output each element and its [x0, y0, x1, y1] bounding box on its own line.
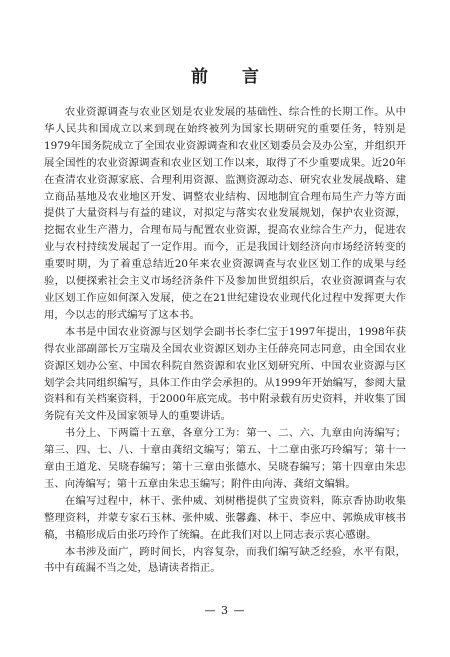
paragraph: 本书是中国农业资源与区划学会副书长李仁宝于1997年提出，1998年获得农业部副部长万宝瑞及全国农业资源区划办主任薛亮同志同意，由全国农业资源区划办公室、中国农科院自然资源和农业区划研究所、中国农业资源与区划学会共同组织编写，具体工作由学会承担的。从1999年开始编写，参阅大量资料和有关档案资料，于2000年底完成。书中附录载有历史资料，并收集了国务院有关文件及国家领导人的重要讲话。	[44, 325, 406, 423]
page-title: 前 言	[191, 67, 273, 87]
paragraph: 本书涉及面广，跨时间长，内容复杂，而我们编写缺乏经验，水平有限，书中有疏漏不当之处，恳请读者指正。	[44, 545, 406, 575]
paragraph: 书分上、下两篇十五章，各章分工为：第一、二、六、九章由向涛编写；第三、四、七、八、十章由龚绍文编写；第五、十二章由张巧玲编写；第十一章由王道龙、吴晓春编写；第十三章由张德水、吴晓春编写；第十四章由朱忠玉、向涛编写；第十五章由朱忠玉编写；附件由向涛、龚绍文编辑。	[44, 427, 406, 490]
paragraph: 在编写过程中，林干、张仲威、刘树楷提供了宝贵资料，陈京香协助收集整理资料，并蒙专家石玉林、张仲威、张馨鑫、林干、李应中、郭焕成审核书稿，书稿形成后由张巧玲作了统编。在此我们对以上同志表示衷心感谢。	[44, 494, 406, 541]
page-number: — 3 —	[204, 604, 246, 617]
preface-body	[44, 104, 406, 577]
paragraph: 农业资源调查与农业区划是农业发展的基础性、综合性的长期工作。从中华人民共和国成立以来到现在始终被列为国家长期研究的重要任务，特别是1979年国务院成立了全国农业资源调查和农业区划委员会及办公室，并组织开展全国性的农业资源调查和农业区划工作以来，取得了不少重要成果。近20年在查清农业资源家底、合理利用资源、监测资源动态、研究农业发展战略、建立商品基地及农业地区开发、调整农业结构、因地制宜合理布局生产力等方面提供了大量资料与有益的建议，对拟定与落实农业发展规划，保护农业资源，挖掘农业生产潜力，合理布局与配置农业资源，提高农业综合生产力，促进农业与农村持续发展起了一定作用。而今，正是我国计划经济向市场经济转变的重要时期，为了着重总结近20年来农业资源调查与农业区划工作的成果与经验，以便探索社会主义市场经济条件下及参加世贸组织后，农业资源调查与农业区划工作应如何深入发展，使之在21世纪建设农业现代化过程中发挥更大作用，今以志的形式编写了这本书。	[44, 106, 406, 321]
